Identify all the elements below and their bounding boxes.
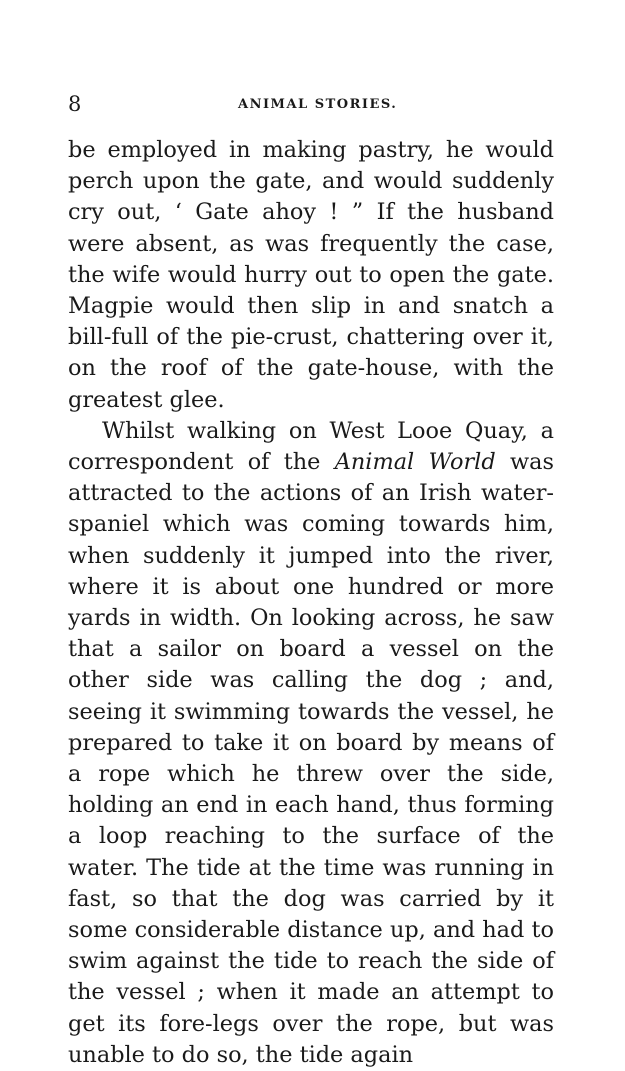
page-number: 8 — [68, 92, 82, 116]
paragraph-2-after: was attracted to the actions of an Irish water-spaniel which was coming towards him, when suddenly it jumped into the river, where it is about one hundred or more yards in width. On looking across, he saw that a sailor on board a vessel on the other side was calling the dog ; and, seeing it swimming towards the vessel, he prepared to take it on board by means of a rope which he threw over the side, holding an end in each hand, thus forming a loop reaching to the surface of the water. The tide at the time was running in fast, so that the dog was carried by it some considerable distance up, and had to swim against the tide to reach the side of the vessel ; when it made an attempt to get its fore-legs over the rope, but was unable to do so, the tide again — [68, 449, 554, 1068]
body-text — [68, 135, 554, 1071]
italic-title: Animal World — [334, 449, 496, 476]
paragraph-2 — [68, 416, 554, 1071]
paragraph-1: be employed in making pastry, he would perch upon the gate, and would suddenly cry out, ‘ Gate ahoy ! ” If the husband were absent, as was frequently the case, the wife would hurry out to open the gate. Magpie would then slip in and snatch a bill-full of the pie-crust, chattering over it, on the roof of the gate-house, with the greatest glee. — [68, 137, 554, 413]
paragraph-2-before: Whilst walking on West Looe Quay, a correspondent of the — [68, 417, 554, 476]
running-title: ANIMAL STORIES. — [238, 97, 398, 112]
running-header — [68, 92, 558, 120]
